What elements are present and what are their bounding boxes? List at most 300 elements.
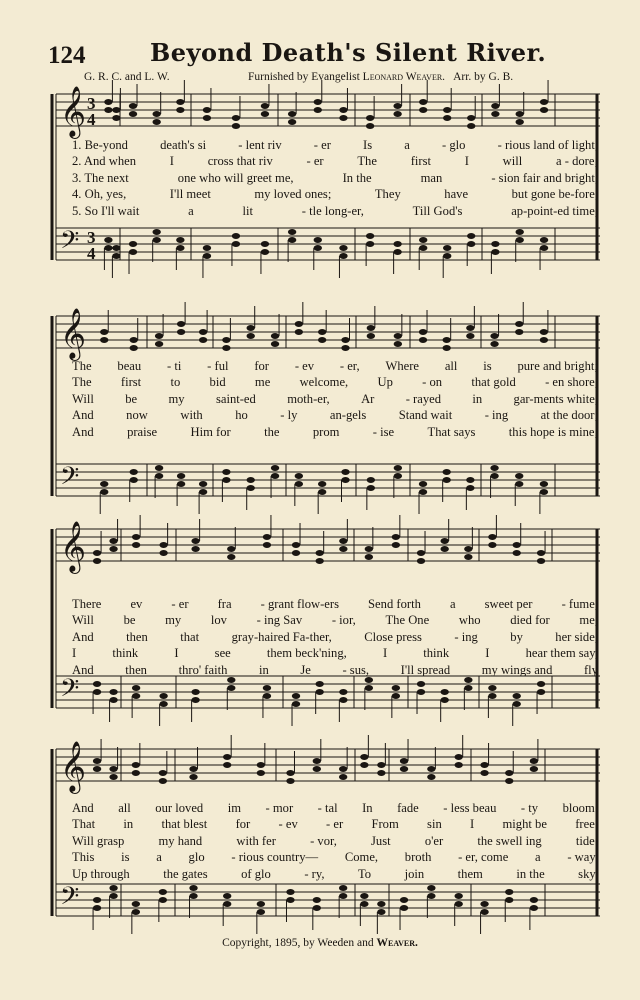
lyric-fragment: man (420, 170, 443, 185)
bass-note-icon (365, 685, 373, 691)
lyric-fragment: From (371, 817, 399, 832)
treble-note-icon (491, 103, 499, 109)
lyric-fragment: see (214, 646, 231, 661)
treble-note-icon (427, 766, 435, 772)
lyric-fragment: There (72, 597, 102, 611)
lyric-fragment: Him for (190, 424, 231, 439)
treble-note-icon (315, 558, 323, 564)
bass-note-icon (516, 237, 524, 243)
bass-note-icon (392, 693, 400, 699)
lyric-fragment: at the door; (540, 408, 598, 423)
bass-note-icon (313, 897, 321, 903)
treble-note-icon (104, 107, 112, 113)
treble-note-icon (339, 538, 347, 544)
lyric-fragment: join (404, 866, 425, 881)
lyric-fragment: - rious country— (231, 850, 319, 865)
bass-note-icon (159, 701, 167, 707)
bass-note-icon (100, 489, 108, 495)
treble-note-icon (232, 115, 240, 121)
time-signature-top: 3 (87, 228, 96, 247)
lyric-fragment: now (126, 408, 148, 423)
lyric-fragment: They (374, 187, 401, 202)
treble-note-icon (100, 337, 108, 343)
bass-note-icon (104, 245, 112, 251)
time-signature-top: 3 (87, 94, 96, 113)
treble-note-icon (199, 329, 207, 335)
treble-note-icon (130, 337, 138, 343)
lyric-fragment: I (382, 646, 388, 661)
lyric-fragment: pure and bright; (517, 359, 598, 373)
bass-note-icon (505, 889, 513, 895)
treble-note-icon (313, 766, 321, 772)
lyric-fragment: for (254, 359, 269, 373)
treble-note-icon (93, 758, 101, 764)
lyric-fragment: will (502, 154, 523, 169)
treble-note-icon (537, 558, 545, 564)
bass-clef-icon: 𝄢 (60, 226, 80, 261)
bass-note-icon (513, 693, 521, 699)
treble-note-icon (490, 333, 498, 339)
treble-note-icon (505, 770, 513, 776)
treble-note-icon (467, 115, 475, 121)
treble-note-icon (455, 762, 463, 768)
treble-note-icon (513, 542, 521, 548)
lyric-fragment: Up (377, 375, 393, 390)
bass-note-icon (112, 253, 120, 259)
lyric-fragment: gar-ments white, (513, 391, 598, 406)
treble-note-icon (130, 345, 138, 351)
lyric-line-verse-3 (72, 391, 598, 407)
lyric-fragment: ev (130, 597, 143, 611)
bass-note-icon (257, 909, 265, 915)
treble-note-icon (132, 770, 140, 776)
lyric-fragment: our loved (155, 801, 204, 815)
treble-note-icon (199, 337, 207, 343)
lyric-fragment: sweet per (484, 597, 533, 611)
treble-note-icon (466, 325, 474, 331)
treble-note-icon (427, 774, 435, 780)
bass-note-icon (257, 901, 265, 907)
bass-note-icon (537, 681, 545, 687)
bass-note-icon (315, 689, 323, 695)
lyric-fragment: beau (117, 359, 142, 373)
treble-note-icon (191, 538, 199, 544)
lyric-fragment: - ry, (304, 866, 325, 881)
bass-note-icon (286, 897, 294, 903)
treble-note-icon (394, 341, 402, 347)
treble-note-icon (464, 554, 472, 560)
bass-note-icon (109, 893, 117, 899)
lyric-fragment: In the (342, 170, 372, 185)
lyric-fragment: - ing (454, 629, 478, 644)
lyric-fragment: all (444, 359, 458, 373)
bass-note-icon (288, 229, 296, 235)
bass-clef-icon: 𝄢 (60, 882, 80, 917)
bass-note-icon (288, 237, 296, 243)
treble-note-icon (540, 107, 548, 113)
treble-note-icon (223, 754, 231, 760)
lyric-fragment: The One (385, 613, 430, 628)
bass-note-icon (490, 473, 498, 479)
treble-note-icon (442, 337, 450, 343)
bass-note-icon (93, 681, 101, 687)
treble-note-icon (540, 99, 548, 105)
lyrics-block-system-1 (72, 137, 598, 219)
lyric-fragment: but gone be-fore, (511, 187, 598, 202)
bass-note-icon (223, 901, 231, 907)
bass-note-icon (443, 253, 451, 259)
treble-note-icon (505, 778, 513, 784)
bass-note-icon (295, 473, 303, 479)
lyric-fragment: fly (583, 662, 598, 677)
lyric-fragment: gray-haired Fa-ther, (231, 629, 332, 644)
treble-note-icon (263, 534, 271, 540)
lyric-fragment: first (120, 375, 142, 390)
lyric-line-verse-1 (72, 800, 598, 816)
lyric-line-verse-2 (72, 374, 598, 390)
treble-note-icon (365, 546, 373, 552)
treble-note-icon (295, 321, 303, 327)
treble-note-icon (442, 345, 450, 351)
treble-note-icon (286, 770, 294, 776)
lyric-fragment: broth (404, 850, 432, 865)
lyric-fragment: - tle long-er, (301, 203, 364, 218)
bass-note-icon (318, 489, 326, 495)
bass-note-icon (467, 241, 475, 247)
bass-note-icon (132, 901, 140, 907)
treble-note-icon (152, 119, 160, 125)
treble-note-icon (247, 325, 255, 331)
treble-note-icon (112, 115, 120, 121)
lyric-fragment: one who will greet me, (177, 170, 294, 185)
bass-note-icon (223, 893, 231, 899)
lyric-fragment: 4. Oh, yes, (72, 187, 127, 202)
lyric-fragment: - ise (372, 424, 395, 439)
bass-note-icon (440, 689, 448, 695)
lyric-fragment: 1. Be-yond (72, 138, 128, 152)
lyric-fragment: - fume, (561, 597, 598, 611)
lyric-fragment: The (72, 359, 92, 373)
treble-note-icon (537, 550, 545, 556)
furnished-by-text: Furnished by Evangelist (248, 71, 360, 83)
treble-note-icon (490, 341, 498, 347)
bass-note-icon (367, 477, 375, 483)
lyric-fragment: - ev (278, 817, 298, 832)
lyric-fragment: an-gels (329, 408, 367, 423)
bass-note-icon (130, 477, 138, 483)
lyric-fragment: 3. The next (72, 170, 129, 185)
bass-note-icon (491, 249, 499, 255)
treble-note-icon (132, 534, 140, 540)
bass-note-icon (392, 685, 400, 691)
bass-note-icon (455, 901, 463, 907)
lyric-fragment: fade (397, 801, 419, 815)
treble-note-icon (377, 762, 385, 768)
treble-note-icon (393, 103, 401, 109)
treble-note-icon (392, 534, 400, 540)
lyric-fragment: think (423, 646, 450, 661)
lyric-fragment: a (449, 597, 456, 611)
treble-note-icon (488, 542, 496, 548)
treble-clef-icon: 𝄞 (60, 521, 87, 572)
treble-note-icon (159, 770, 167, 776)
lyric-fragment: - vor, (310, 833, 337, 848)
treble-note-icon (360, 754, 368, 760)
lyric-fragment: with (180, 408, 203, 423)
bass-note-icon (199, 481, 207, 487)
lyric-fragment: my loved ones; (254, 187, 332, 202)
lyric-fragment: moth-er, (287, 391, 330, 406)
treble-note-icon (515, 329, 523, 335)
bass-note-icon (155, 465, 163, 471)
lyric-fragment: them beck'ning, (266, 646, 347, 661)
bass-note-icon (203, 245, 211, 251)
lyric-line-verse-4 (72, 849, 598, 865)
lyric-line-verse-4 (72, 407, 598, 423)
bass-note-icon (129, 241, 137, 247)
treble-note-icon (177, 329, 185, 335)
treble-note-icon (109, 774, 117, 780)
lyric-fragment: I'll meet (169, 187, 211, 202)
lyric-fragment: the (264, 424, 280, 439)
bass-note-icon (488, 693, 496, 699)
treble-note-icon (540, 329, 548, 335)
lyric-line-verse-1 (72, 596, 598, 612)
treble-note-icon (417, 550, 425, 556)
bass-note-icon (112, 245, 120, 251)
lyric-fragment: to (170, 375, 181, 390)
bass-note-icon (292, 693, 300, 699)
treble-note-icon (339, 766, 347, 772)
lyric-line-verse-4 (72, 186, 598, 202)
lyric-line-verse-3 (72, 629, 598, 645)
bass-note-icon (515, 473, 523, 479)
bass-note-icon (366, 241, 374, 247)
copyright-name: Weaver. (376, 937, 418, 949)
lyric-fragment: then (126, 629, 148, 644)
lyric-line-verse-4 (72, 645, 598, 661)
lyric-fragment: by (510, 629, 523, 644)
lyric-fragment: death's si (160, 138, 207, 152)
bass-note-icon (464, 685, 472, 691)
lyric-fragment: bloom. (562, 801, 598, 815)
lyric-fragment: her side, (555, 629, 598, 644)
treble-note-icon (257, 770, 265, 776)
treble-note-icon (159, 542, 167, 548)
treble-note-icon (112, 107, 120, 113)
lyric-fragment: And (72, 662, 94, 677)
lyric-fragment: - ior, (331, 613, 356, 628)
lyric-fragment: - ev (294, 359, 315, 373)
bass-note-icon (222, 477, 230, 483)
treble-note-icon (341, 337, 349, 343)
lyric-fragment: a (188, 203, 194, 218)
evangelist-name: Leonard Weaver. (362, 71, 446, 83)
lyric-fragment: I (485, 646, 490, 661)
copyright-text: Copyright, 1895, by Weeden and (222, 937, 374, 949)
lyric-fragment: In (362, 801, 373, 815)
lyric-fragment: for (235, 817, 251, 832)
bass-note-icon (339, 253, 347, 259)
bass-note-icon (132, 693, 140, 699)
lyric-fragment: Come, (344, 850, 379, 865)
treble-clef-icon: 𝄞 (60, 741, 87, 792)
bass-note-icon (427, 893, 435, 899)
lyric-line-verse-3 (72, 833, 598, 849)
lyric-fragment: The (357, 154, 377, 169)
bass-note-icon (394, 473, 402, 479)
lyric-fragment: That says (427, 424, 476, 439)
arranger-credit: Arr. by G. B. (453, 71, 514, 83)
bass-note-icon (419, 237, 427, 243)
lyric-line-verse-3 (72, 170, 598, 186)
lyric-fragment: bid (209, 375, 226, 390)
bass-note-icon (247, 485, 255, 491)
bass-note-icon (480, 909, 488, 915)
lyric-fragment: welcome, (299, 375, 349, 390)
bass-note-icon (315, 681, 323, 687)
treble-note-icon (440, 546, 448, 552)
bass-note-icon (417, 689, 425, 695)
lyric-fragment: - ing (484, 408, 509, 423)
treble-note-icon (513, 550, 521, 556)
lyric-fragment: 5. So I'll wait (72, 203, 140, 218)
bass-clef-icon: 𝄢 (60, 674, 80, 709)
treble-note-icon (419, 329, 427, 335)
lyric-fragment: ap-point-ed time, (511, 203, 598, 218)
lyric-fragment: ho (235, 408, 248, 423)
bass-note-icon (366, 233, 374, 239)
bass-note-icon (189, 893, 197, 899)
lyric-fragment: have (444, 187, 469, 202)
treble-note-icon (318, 329, 326, 335)
bass-note-icon (339, 697, 347, 703)
bass-note-icon (537, 689, 545, 695)
lyric-fragment: is (483, 359, 492, 373)
treble-note-icon (261, 111, 269, 117)
bass-note-icon (360, 893, 368, 899)
lyric-fragment: The (72, 375, 92, 390)
lyric-fragment: - lent riv (238, 138, 282, 152)
treble-note-icon (318, 337, 326, 343)
bass-note-icon (314, 237, 322, 243)
bass-note-icon (132, 685, 140, 691)
bass-note-icon (191, 689, 199, 695)
treble-note-icon (203, 115, 211, 121)
lyric-fragment: the swell ing (477, 833, 542, 848)
bass-note-icon (455, 893, 463, 899)
bass-note-icon (109, 689, 117, 695)
bass-note-icon (176, 245, 184, 251)
lyric-fragment: - mor (265, 801, 294, 815)
treble-note-icon (516, 111, 524, 117)
lyric-line-verse-1 (72, 137, 598, 153)
bass-note-icon (100, 481, 108, 487)
treble-note-icon (394, 333, 402, 339)
lyric-fragment: I (72, 646, 77, 661)
lyric-fragment: - sus, (342, 662, 370, 677)
lyric-fragment: died for (510, 613, 550, 628)
bass-note-icon (189, 885, 197, 891)
lyric-fragment: Till God's (412, 203, 463, 218)
lyric-fragment: of glo (241, 866, 271, 881)
lyric-fragment: sin (427, 817, 442, 832)
lyric-fragment: 2. And when (72, 154, 137, 169)
lyric-fragment: in (258, 662, 269, 677)
lyric-fragment: Will (72, 613, 94, 628)
bass-note-icon (159, 897, 167, 903)
bass-note-icon (490, 465, 498, 471)
bass-note-icon (419, 489, 427, 495)
bass-clef-icon: 𝄢 (60, 462, 80, 497)
bass-note-icon (400, 905, 408, 911)
lyric-fragment: - less beau (443, 801, 497, 815)
treble-note-icon (455, 754, 463, 760)
lyric-line-verse-2 (72, 816, 598, 832)
lyric-fragment: - rayed (405, 391, 442, 406)
lyric-fragment: my wings and (481, 662, 553, 677)
bass-note-icon (393, 241, 401, 247)
treble-note-icon (443, 115, 451, 121)
bass-note-icon (159, 889, 167, 895)
bass-note-icon (339, 689, 347, 695)
lyric-fragment: Close press (364, 629, 422, 644)
lyric-fragment: prom (312, 424, 340, 439)
treble-note-icon (176, 99, 184, 105)
treble-note-icon (189, 766, 197, 772)
treble-note-icon (367, 333, 375, 339)
lyric-fragment: sky. (578, 866, 598, 881)
bass-note-icon (360, 901, 368, 907)
bass-note-icon (393, 249, 401, 255)
treble-note-icon (365, 554, 373, 560)
treble-note-icon (257, 762, 265, 768)
bass-note-icon (341, 469, 349, 475)
bass-note-icon (263, 693, 271, 699)
lyric-fragment: my (168, 391, 185, 406)
lyric-fragment: - ti (167, 359, 182, 373)
bass-note-icon (427, 885, 435, 891)
bass-note-icon (540, 237, 548, 243)
treble-note-icon (109, 546, 117, 552)
bass-note-icon (176, 237, 184, 243)
treble-note-icon (400, 758, 408, 764)
bass-note-icon (177, 481, 185, 487)
treble-note-icon (530, 758, 538, 764)
treble-note-icon (263, 542, 271, 548)
bass-note-icon (530, 897, 538, 903)
lyric-fragment: - ing Sav (256, 613, 303, 628)
treble-clef-icon: 𝄞 (60, 86, 87, 137)
treble-note-icon (232, 123, 240, 129)
lyric-fragment: Send forth (368, 597, 421, 611)
lyric-fragment: Where (385, 359, 420, 373)
lyric-fragment: a (404, 138, 410, 152)
lyric-fragment: I (174, 646, 179, 661)
bass-note-icon (104, 237, 112, 243)
lyric-fragment: be (125, 391, 138, 406)
treble-note-icon (339, 774, 347, 780)
treble-note-icon (360, 762, 368, 768)
lyric-fragment: that (180, 629, 200, 644)
lyric-fragment: be (123, 613, 136, 628)
treble-note-icon (314, 99, 322, 105)
bass-note-icon (400, 897, 408, 903)
treble-note-icon (227, 546, 235, 552)
bass-note-icon (129, 249, 137, 255)
bass-note-icon (540, 481, 548, 487)
lyrics-block-system-4 (72, 800, 598, 882)
